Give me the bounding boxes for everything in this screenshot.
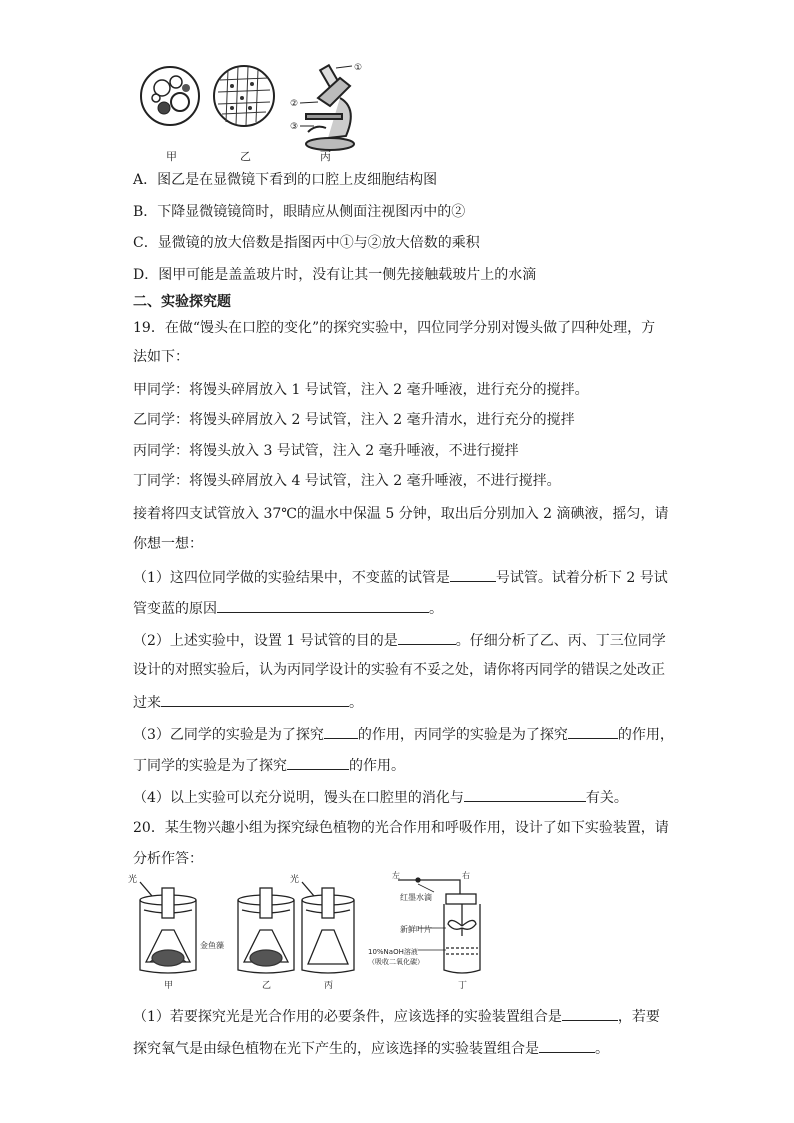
q19-p3-blank1[interactable] [324,723,358,739]
fig2-label-yi: 乙 [262,981,272,991]
q19-jia: 甲同学：将馒头碎屑放入 1 号试管，注入 2 毫升唾液，进行充分的搅拌。 [133,382,589,398]
q19-bing: 丙同学：将馒头放入 3 号试管，注入 2 毫升唾液，不进行搅拌 [133,443,519,459]
apparatus-figure [128,870,488,995]
yepian-label: 新鲜叶片 [400,925,432,934]
apparatus-yi [238,888,294,973]
fig2-label-bing: 丙 [324,981,334,991]
label-yi: 乙 [240,150,251,163]
light-label-jia: 光 [128,875,138,885]
q20-stem-line1: 20．某生物兴趣小组为探究绿色植物的光合作用和呼吸作用，设计了如下实验装置，请 [133,820,669,836]
q19-p1-blank1[interactable] [450,566,496,582]
q19-p3-text-d: 丁同学的实验是为了探究 [133,758,287,774]
view-jia [141,67,199,125]
q19-yi: 乙同学：将馒头碎屑放入 2 号试管，注入 2 毫升清水，进行充分的搅拌 [133,412,575,428]
q19-p2-text-e: 。 [349,695,363,711]
apparatus-jia [140,882,196,973]
microscope-figure [140,58,380,168]
q19-p4-text-b: 有关。 [585,790,628,806]
hongmo-label: 红墨水滴 [400,893,432,902]
q20-p1-text-a: （1）若要探究光是光合作用的必要条件，应该选择的实验装置组合是 [133,1009,562,1025]
q19-p1-text-c: 管变蓝的原因 [133,601,217,617]
right-label: 右 [462,871,470,880]
apparatus-bing [302,882,354,973]
fig2-label-jia: 甲 [164,981,174,991]
option-d: D．图甲可能是盖盖玻片时，没有让其一侧先接触载玻片上的水滴 [133,267,537,283]
naoh-note-label: （吸收二氧化碳） [368,958,424,966]
option-b: B．下降显微镜镜筒时，眼睛应从侧面注视图丙中的② [133,204,466,220]
label-bing: 丙 [320,150,331,163]
q20-p1-blank2[interactable] [539,1037,595,1053]
q19-p2-text-d: 过来 [133,695,161,711]
option-a: A．图乙是在显微镜下看到的口腔上皮细胞结构图 [133,172,438,188]
q19-p3-text-e: 的作用。 [349,758,405,774]
q19-p3-text-c: 的作用， [617,727,674,743]
q19-p1-text-d: 。 [429,601,443,617]
view-bing-microscope [300,65,354,150]
q19-p3-blank3[interactable] [287,754,349,770]
q19-p1-text-a: （1）这四位同学做的实验结果中，不变蓝的试管是 [133,570,450,586]
naoh-label: 10%NaOH溶液 [368,948,418,956]
q20-stem-line2: 分析作答： [133,851,203,867]
label-jia: 甲 [166,150,177,163]
q19-part2-line2: 设计的对照实验后，认为丙同学设计的实验有不妥之处，请你将丙同学的错误之处改正 [133,662,665,678]
q19-after-line2: 你想一想： [133,536,203,552]
q19-part4-line1 [133,786,628,808]
q19-part2-line1 [133,629,666,651]
section-title: 二、实验探究题 [133,294,231,310]
q19-ding: 丁同学：将馒头碎屑放入 4 号试管，注入 2 毫升唾液，不进行搅拌。 [133,473,561,489]
q20-p1-blank1[interactable] [562,1005,618,1021]
q19-p3-text-a: （3）乙同学的实验是为了探究 [133,727,324,743]
q19-stem-line2: 法如下： [133,349,189,365]
q19-p4-blank[interactable] [464,786,586,802]
left-label: 左 [392,871,400,880]
q19-part3-line2 [133,754,405,776]
q20-p1-text-d: 。 [595,1041,609,1057]
q19-p4-text-a: （4）以上实验可以充分说明，馒头在口腔里的消化与 [133,790,464,806]
q19-p3-blank2[interactable] [568,723,618,739]
q19-p1-text-b: 号试管。试着分析下 2 号试 [495,570,668,586]
light-label-bing: 光 [290,875,300,885]
marker-2: ② [290,99,299,109]
fig2-label-ding: 丁 [458,981,468,991]
marker-3: ③ [290,122,299,132]
q19-after-line1: 接着将四支试管放入 37℃的温水中保温 5 分钟，取出后分别加入 2 滴碘液，摇匀，请 [133,506,669,522]
q19-part1-line2 [133,597,443,619]
q20-p1-text-b: ，若要 [617,1009,660,1025]
q19-stem-line1: 19．在做“馒头在口腔的变化”的探究实验中，四位同学分别对馒头做了四种处理，方 [133,320,656,336]
jinyuzao-label: 金鱼藻 [200,941,224,950]
q19-p1-blank2[interactable] [217,597,429,613]
q19-p2-blank2[interactable] [161,691,349,707]
q19-p3-text-b: 的作用，丙同学的实验是为了探究 [357,727,568,743]
q20-p1-text-c: 探究氧气是由绿色植物在光下产生的，应该选择的实验装置组合是 [133,1041,539,1057]
q20-part1-line1 [133,1005,660,1027]
q19-part3-line1 [133,723,674,745]
marker-1: ① [354,63,363,73]
view-yi [214,66,274,126]
q19-p2-blank1[interactable] [398,629,456,645]
q19-p2-text-a: （2）上述实验中，设置 1 号试管的目的是 [133,633,398,649]
q19-p2-text-b: 。仔细分析了乙、丙、丁三位同学 [455,633,666,649]
q19-part2-line3 [133,691,363,713]
q20-part1-line2 [133,1037,609,1059]
option-c: C．显微镜的放大倍数是指图丙中①与②放大倍数的乘积 [133,235,480,251]
q19-part1-line1 [133,566,668,588]
